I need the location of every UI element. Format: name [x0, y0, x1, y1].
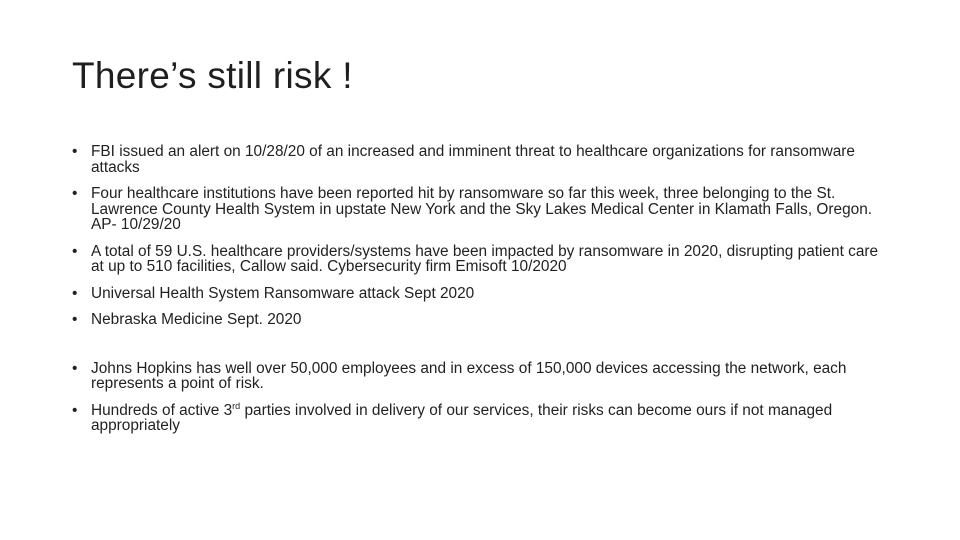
bullet-item: [72, 144, 882, 175]
bullet-dot-icon: •: [72, 359, 78, 377]
bullet-dot-icon: •: [72, 311, 78, 328]
bullet-item: [72, 400, 882, 434]
bullet-text: Johns Hopkins has well over 50,000 employees and in excess of 150,000 devices accessing the network, each represents a point of risk.: [91, 359, 847, 392]
bullet-text: Four healthcare institutions have been reported hit by ransomware so far this week, three belonging to the St. Lawrence County Health System in upstate New York and the Sky Lakes Medical Center in Klamath Falls, Oregon. AP- 10/29/20: [91, 185, 873, 233]
bullet-text-part: parties involved in delivery of our services, their risks can become ours if not managed appropriately: [91, 401, 833, 434]
bullet-text: Universal Health System Ransomware attack Sept 2020: [91, 284, 475, 302]
bullet-item: [72, 361, 882, 392]
bullet-item: [72, 286, 882, 302]
bullet-item: [72, 244, 882, 275]
bullet-text-part: Hundreds of active 3: [91, 401, 233, 419]
bullet-item: [72, 312, 882, 328]
bullet-list: [72, 144, 882, 445]
bullet-text: A total of 59 U.S. healthcare providers/systems have been impacted by ransomware in 2020, disrupting patient care at up to 510 facilities, Callow said. Cybersecurity firm Emisoft 10/2020: [91, 242, 879, 275]
bullet-dot-icon: •: [72, 185, 78, 202]
bullet-dot-icon: •: [72, 284, 78, 302]
bullet-dot-icon: •: [72, 143, 78, 160]
slide-title: There’s still risk !: [72, 55, 353, 96]
bullet-item: [72, 186, 882, 233]
bullet-text: Nebraska Medicine Sept. 2020: [91, 311, 302, 328]
bullet-dot-icon: •: [72, 242, 78, 260]
ordinal-superscript: rd: [232, 400, 241, 411]
bullet-text: [91, 402, 832, 435]
bullet-dot-icon: •: [72, 401, 78, 419]
bullet-text: FBI issued an alert on 10/28/20 of an increased and imminent threat to healthcare organizations for ransomware attacks: [91, 143, 855, 176]
